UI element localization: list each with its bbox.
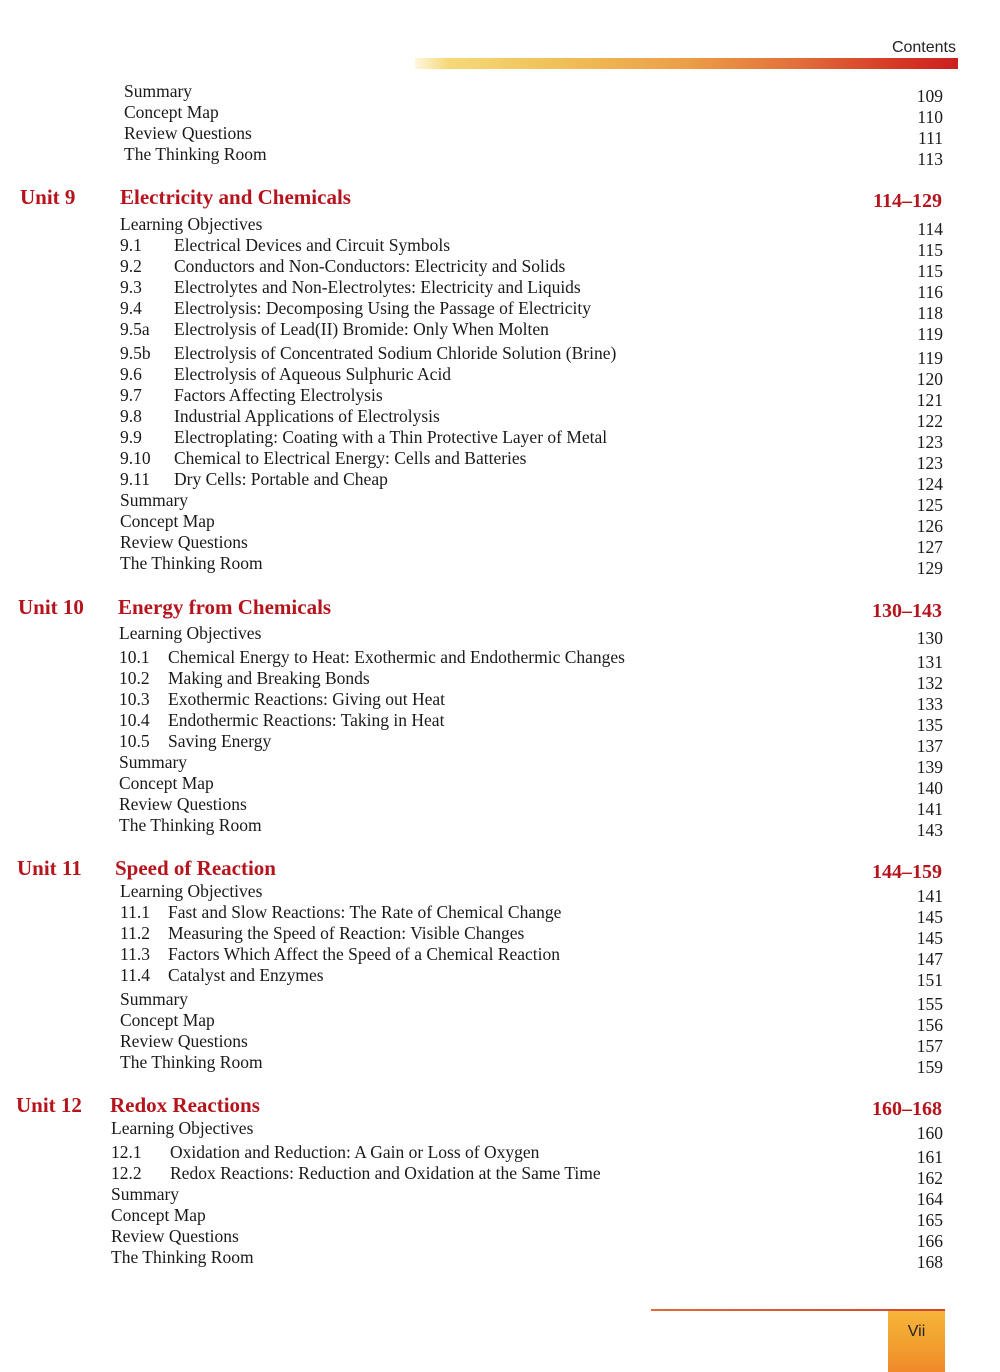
entry-title: Electrical Devices and Circuit Symbols [174, 235, 451, 255]
entry-title: Review Questions [120, 1031, 248, 1051]
section-number: 10.4 [119, 710, 150, 730]
unit-heading[interactable] [0, 1092, 1000, 1118]
entry-page-number: 119 [917, 324, 943, 344]
toc-entry[interactable] [0, 511, 1000, 536]
entry-title: Conductors and Non-Conductors: Electricity and Solids [174, 256, 566, 276]
entry-title: Summary [120, 989, 189, 1009]
entry-page-number: 141 [916, 886, 943, 906]
toc-entry[interactable] [0, 144, 1000, 169]
section-number: 9.6 [120, 364, 142, 384]
unit-page-range: 160–168 [872, 1098, 942, 1120]
section-number: 11.1 [120, 902, 150, 922]
toc-entry[interactable] [0, 623, 1000, 648]
unit-page-range: 130–143 [872, 600, 942, 622]
entry-title: Summary [124, 81, 193, 101]
entry-title: The Thinking Room [124, 144, 267, 164]
entry-page-number: 147 [916, 949, 943, 969]
section-number: 9.5a [120, 319, 150, 339]
toc-entry[interactable] [0, 256, 1000, 281]
entry-page-number: 143 [916, 820, 943, 840]
page-number: Vii [907, 1323, 926, 1340]
entry-page-number: 168 [916, 1252, 943, 1272]
entry-title: The Thinking Room [120, 553, 263, 573]
unit-heading[interactable] [0, 184, 1000, 210]
entry-page-number: 139 [916, 757, 943, 777]
entry-page-number: 137 [916, 736, 943, 756]
toc-entry[interactable] [0, 710, 1000, 735]
section-number: 9.3 [120, 277, 142, 297]
toc-entry[interactable] [0, 923, 1000, 948]
entry-page-number: 165 [916, 1210, 943, 1230]
section-number: 12.1 [111, 1142, 142, 1162]
entry-title: The Thinking Room [111, 1247, 254, 1267]
entry-page-number: 109 [916, 86, 943, 106]
toc-entry[interactable] [0, 881, 1000, 906]
section-number: 9.11 [120, 469, 150, 489]
entry-title: Catalyst and Enzymes [168, 965, 324, 985]
entry-title: Concept Map [120, 1010, 215, 1030]
entry-title: Oxidation and Reduction: A Gain or Loss of Oxygen [170, 1142, 540, 1162]
toc-entry[interactable] [0, 689, 1000, 714]
toc-entry[interactable] [0, 385, 1000, 410]
entry-title: Learning Objectives [111, 1118, 254, 1138]
entry-title: Summary [119, 752, 188, 772]
unit-title: Energy from Chemicals [118, 595, 332, 619]
entry-page-number: 115 [917, 261, 943, 281]
entry-title: Concept Map [124, 102, 219, 122]
entry-page-number: 115 [917, 240, 943, 260]
entry-title: Electroplating: Coating with a Thin Protective Layer of Metal [174, 427, 608, 447]
toc-entry[interactable] [0, 448, 1000, 473]
entry-page-number: 132 [916, 673, 943, 693]
entry-title: Concept Map [120, 511, 215, 531]
section-number: 11.2 [120, 923, 150, 943]
entry-page-number: 120 [916, 369, 943, 389]
entry-title: Review Questions [120, 532, 248, 552]
unit-title: Electricity and Chemicals [120, 185, 351, 209]
entry-page-number: 155 [916, 994, 943, 1014]
entry-title: Endothermic Reactions: Taking in Heat [168, 710, 445, 730]
entry-page-number: 164 [916, 1189, 943, 1209]
entry-page-number: 160 [916, 1123, 943, 1143]
entry-page-number: 123 [916, 432, 943, 452]
entry-title: Fast and Slow Reactions: The Rate of Chemical Change [168, 902, 562, 922]
section-number: 12.2 [111, 1163, 142, 1183]
toc-entry[interactable] [0, 214, 1000, 239]
toc-entry[interactable] [0, 1142, 1000, 1167]
section-number: 9.1 [120, 235, 142, 255]
toc-entry[interactable] [0, 102, 1000, 127]
entry-title: Concept Map [119, 773, 214, 793]
entry-page-number: 118 [917, 303, 943, 323]
toc-entry[interactable] [0, 752, 1000, 777]
entry-page-number: 113 [917, 149, 943, 169]
entry-page-number: 131 [916, 652, 943, 672]
toc-entry[interactable] [0, 1247, 1000, 1272]
toc-entry[interactable] [0, 298, 1000, 323]
section-number: 9.2 [120, 256, 142, 276]
entry-page-number: 151 [916, 970, 943, 990]
entry-page-number: 145 [916, 907, 943, 927]
toc-entry[interactable] [0, 902, 1000, 927]
unit-label: Unit 9 [20, 185, 76, 209]
entry-title: Redox Reactions: Reduction and Oxidation at the Same Time [170, 1163, 601, 1183]
toc-entry[interactable] [0, 731, 1000, 756]
entry-page-number: 159 [916, 1057, 943, 1077]
entry-page-number: 133 [916, 694, 943, 714]
entry-page-number: 135 [916, 715, 943, 735]
unit-heading[interactable] [0, 594, 1000, 620]
entry-page-number: 157 [916, 1036, 943, 1056]
entry-page-number: 124 [916, 474, 943, 494]
section-number: 9.9 [120, 427, 142, 447]
section-number: 10.5 [119, 731, 150, 751]
entry-title: Chemical Energy to Heat: Exothermic and Endothermic Changes [168, 647, 625, 667]
entry-page-number: 127 [916, 537, 943, 557]
entry-title: Chemical to Electrical Energy: Cells and Batteries [174, 448, 527, 468]
entry-title: Electrolytes and Non-Electrolytes: Electricity and Liquids [174, 277, 581, 297]
toc-entry[interactable] [0, 1052, 1000, 1077]
toc-entry[interactable] [0, 364, 1000, 389]
toc-entry[interactable] [0, 1010, 1000, 1035]
entry-title: Concept Map [111, 1205, 206, 1225]
entry-page-number: 114 [917, 219, 943, 239]
entry-title: The Thinking Room [120, 1052, 263, 1072]
toc-entry[interactable] [0, 406, 1000, 431]
entry-title: Electrolysis of Concentrated Sodium Chloride Solution (Brine) [174, 343, 617, 363]
entry-page-number: 116 [917, 282, 943, 302]
section-number: 11.4 [120, 965, 150, 985]
toc-entry[interactable] [0, 427, 1000, 452]
toc-entry[interactable] [0, 1184, 1000, 1209]
unit-heading[interactable] [0, 855, 1000, 881]
toc-entry[interactable] [0, 965, 1000, 990]
entry-title: Saving Energy [168, 731, 272, 751]
entry-title: Learning Objectives [119, 623, 262, 643]
entry-title: Exothermic Reactions: Giving out Heat [168, 689, 446, 709]
toc-entry[interactable] [0, 532, 1000, 557]
toc-entry[interactable] [0, 1031, 1000, 1056]
toc-entry[interactable] [0, 668, 1000, 693]
entry-page-number: 145 [916, 928, 943, 948]
toc-entry[interactable] [0, 1205, 1000, 1230]
section-number: 9.8 [120, 406, 142, 426]
entry-page-number: 125 [916, 495, 943, 515]
section-number: 9.10 [120, 448, 151, 468]
page-number-tab [888, 1311, 945, 1372]
unit-title: Redox Reactions [110, 1093, 260, 1117]
entry-page-number: 123 [916, 453, 943, 473]
entry-title: Learning Objectives [120, 214, 263, 234]
entry-title: Industrial Applications of Electrolysis [174, 406, 440, 426]
toc-entry[interactable] [0, 277, 1000, 302]
header-title: Contents [891, 39, 956, 56]
toc-entry[interactable] [0, 235, 1000, 260]
section-number: 9.4 [120, 298, 142, 318]
entry-page-number: 130 [916, 628, 943, 648]
toc-entry[interactable] [0, 81, 1000, 106]
entry-page-number: 156 [916, 1015, 943, 1035]
toc-entry[interactable] [0, 1118, 1000, 1143]
toc-entry[interactable] [0, 343, 1000, 368]
toc-entry[interactable] [0, 469, 1000, 494]
entry-title: Factors Affecting Electrolysis [174, 385, 383, 405]
toc-entry[interactable] [0, 319, 1000, 344]
toc-entry[interactable] [0, 490, 1000, 515]
section-number: 10.1 [119, 647, 150, 667]
entry-title: Summary [120, 490, 189, 510]
unit-page-range: 144–159 [872, 861, 942, 883]
unit-title: Speed of Reaction [115, 856, 276, 880]
entry-title: Dry Cells: Portable and Cheap [174, 469, 388, 489]
section-number: 11.3 [120, 944, 150, 964]
entry-page-number: 122 [916, 411, 943, 431]
entry-title: Electrolysis of Lead(II) Bromide: Only When Molten [174, 319, 549, 339]
entry-page-number: 119 [917, 348, 943, 368]
entry-page-number: 110 [917, 107, 943, 127]
entry-title: Making and Breaking Bonds [168, 668, 370, 688]
unit-label: Unit 11 [17, 856, 82, 880]
toc-entry[interactable] [0, 794, 1000, 819]
toc-entry[interactable] [0, 123, 1000, 148]
entry-title: Review Questions [119, 794, 247, 814]
section-number: 9.7 [120, 385, 142, 405]
entry-title: Measuring the Speed of Reaction: Visible Changes [168, 923, 525, 943]
entry-title: Factors Which Affect the Speed of a Chemical Reaction [168, 944, 561, 964]
toc-entry[interactable] [0, 989, 1000, 1014]
entry-page-number: 161 [916, 1147, 943, 1167]
entry-page-number: 129 [916, 558, 943, 578]
entry-title: Review Questions [124, 123, 252, 143]
unit-label: Unit 12 [16, 1093, 82, 1117]
entry-page-number: 141 [916, 799, 943, 819]
section-number: 9.5b [120, 343, 151, 363]
toc-entry[interactable] [0, 553, 1000, 578]
toc-entry[interactable] [0, 815, 1000, 840]
entry-title: Electrolysis of Aqueous Sulphuric Acid [174, 364, 452, 384]
toc-entry[interactable] [0, 944, 1000, 969]
entry-title: Learning Objectives [120, 881, 263, 901]
entry-page-number: 162 [916, 1168, 943, 1188]
entry-title: Electrolysis: Decomposing Using the Passage of Electricity [174, 298, 591, 318]
entry-page-number: 126 [916, 516, 943, 536]
toc-entry[interactable] [0, 647, 1000, 672]
entry-page-number: 111 [918, 128, 943, 148]
entry-page-number: 121 [916, 390, 943, 410]
section-number: 10.2 [119, 668, 150, 688]
entry-title: The Thinking Room [119, 815, 262, 835]
entry-title: Review Questions [111, 1226, 239, 1246]
toc-entry[interactable] [0, 773, 1000, 798]
toc-entry[interactable] [0, 1226, 1000, 1251]
entry-page-number: 140 [916, 778, 943, 798]
unit-page-range: 114–129 [873, 190, 942, 212]
section-number: 10.3 [119, 689, 150, 709]
unit-label: Unit 10 [18, 595, 84, 619]
entry-page-number: 166 [916, 1231, 943, 1251]
header-gradient-bar [415, 58, 958, 69]
entry-title: Summary [111, 1184, 180, 1204]
toc-entry[interactable] [0, 1163, 1000, 1188]
